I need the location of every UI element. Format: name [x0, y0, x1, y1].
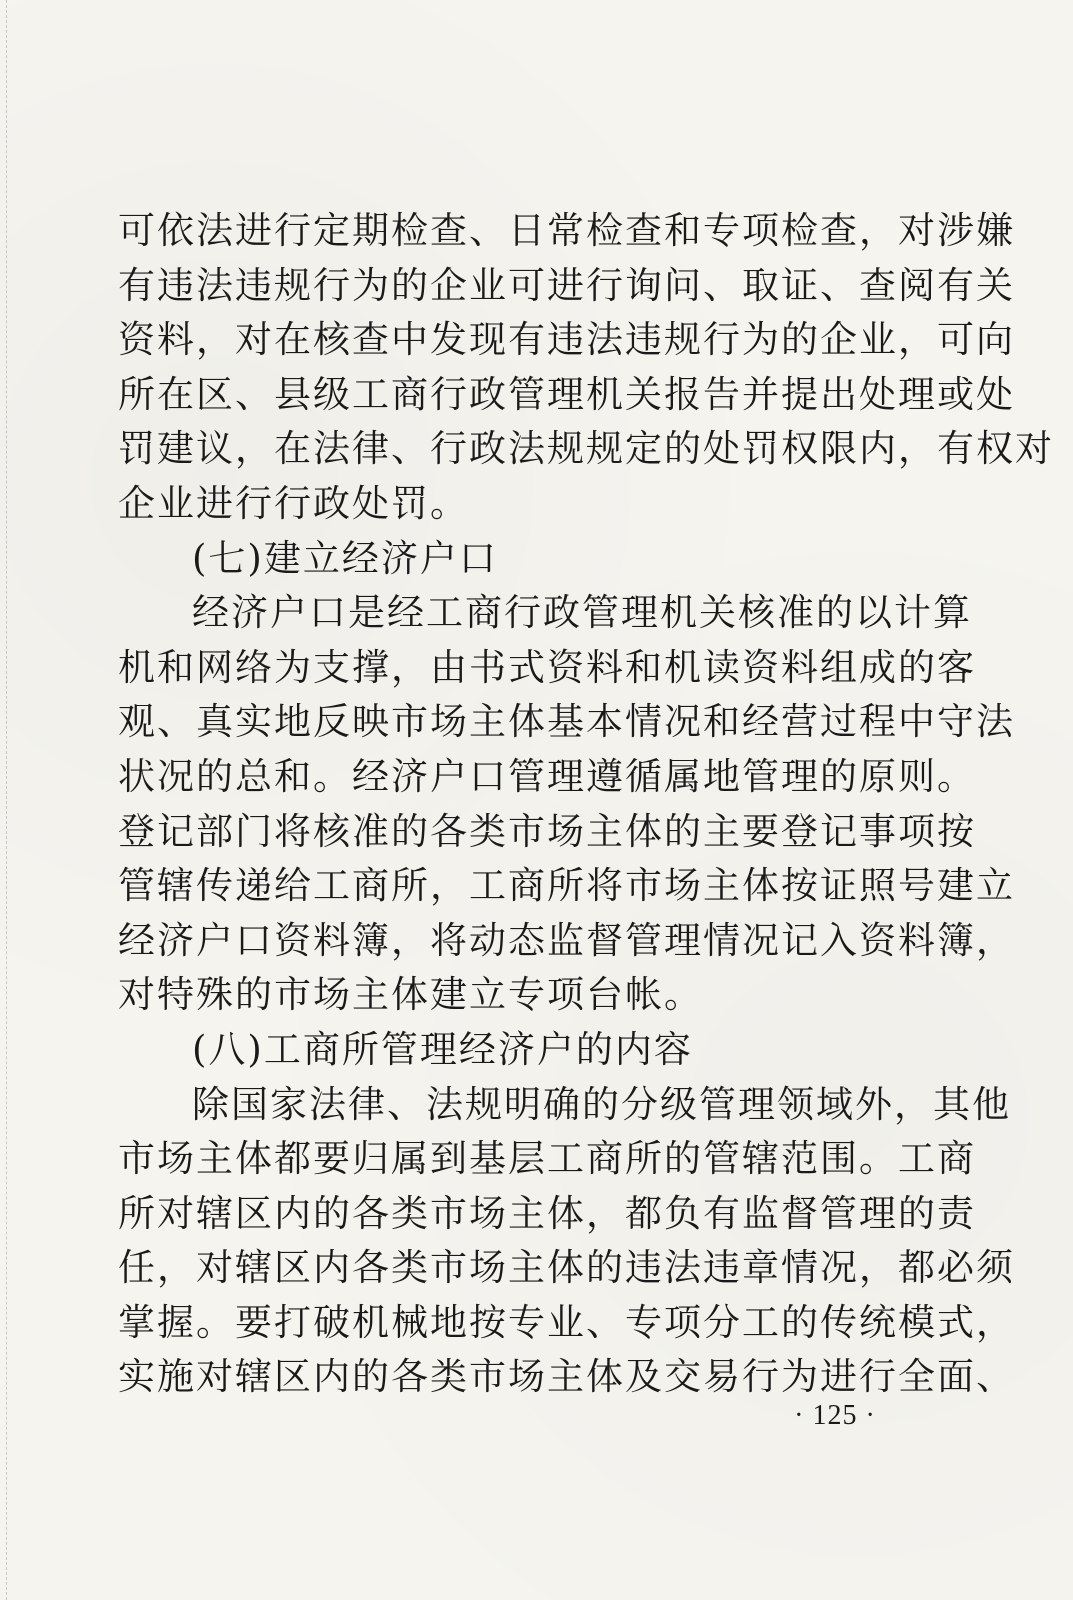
text-line: 实施对辖区内的各类市场主体及交易行为进行全面、 — [118, 1355, 1015, 1399]
text-line: 经济户口资料簿，将动态监督管理情况记入资料簿， — [118, 918, 1015, 962]
text-line: 市场主体都要归属到基层工商所的管辖范围。工商 — [118, 1137, 976, 1181]
text-line: 所对辖区内的各类市场主体，都负有监督管理的责 — [118, 1191, 976, 1235]
text-line: 经济户口是经工商行政管理机关核准的以计算 — [192, 591, 972, 635]
text-line: 对特殊的市场主体建立专项台帐。 — [118, 973, 703, 1017]
page-binding-edge — [0, 0, 7, 1600]
text-line: 机和网络为支撑，由书式资料和机读资料组成的客 — [118, 645, 976, 689]
text-line: 可依法进行定期检查、日常检查和专项检查，对涉嫌 — [118, 209, 1015, 252]
text-line: 观、真实地反映市场主体基本情况和经营过程中守法 — [118, 700, 1015, 744]
text-line: 管辖传递给工商所，工商所将市场主体按证照号建立 — [118, 864, 1015, 908]
section-heading: (八)工商所管理经济户的内容 — [192, 1027, 693, 1071]
section-heading: (七)建立经济户口 — [192, 536, 498, 580]
text-line: 有违法违规行为的企业可进行询问、取证、查阅有关 — [118, 263, 1015, 307]
text-line: 资料，对在核查中发现有违法违规行为的企业，可向 — [118, 318, 1015, 362]
text-line: 罚建议，在法律、行政法规规定的处罚权限内，有权对 — [118, 427, 1054, 471]
text-line: 所在区、县级工商行政管理机关报告并提出处理或处 — [118, 372, 1015, 416]
text-line: 任，对辖区内各类市场主体的违法违章情况，都必须 — [118, 1246, 1015, 1290]
text-line: 登记部门将核准的各类市场主体的主要登记事项按 — [118, 809, 976, 853]
text-line: 除国家法律、法规明确的分级管理领域外，其他 — [192, 1082, 1011, 1126]
page-number: · 125 · — [794, 1400, 876, 1431]
text-line: 企业进行行政处罚。 — [118, 481, 469, 525]
body-text — [118, 204, 1054, 1405]
text-line: 掌握。要打破机械地按专业、专项分工的传统模式， — [118, 1300, 1015, 1344]
text-line: 状况的总和。经济户口管理遵循属地管理的原则。 — [118, 754, 976, 798]
